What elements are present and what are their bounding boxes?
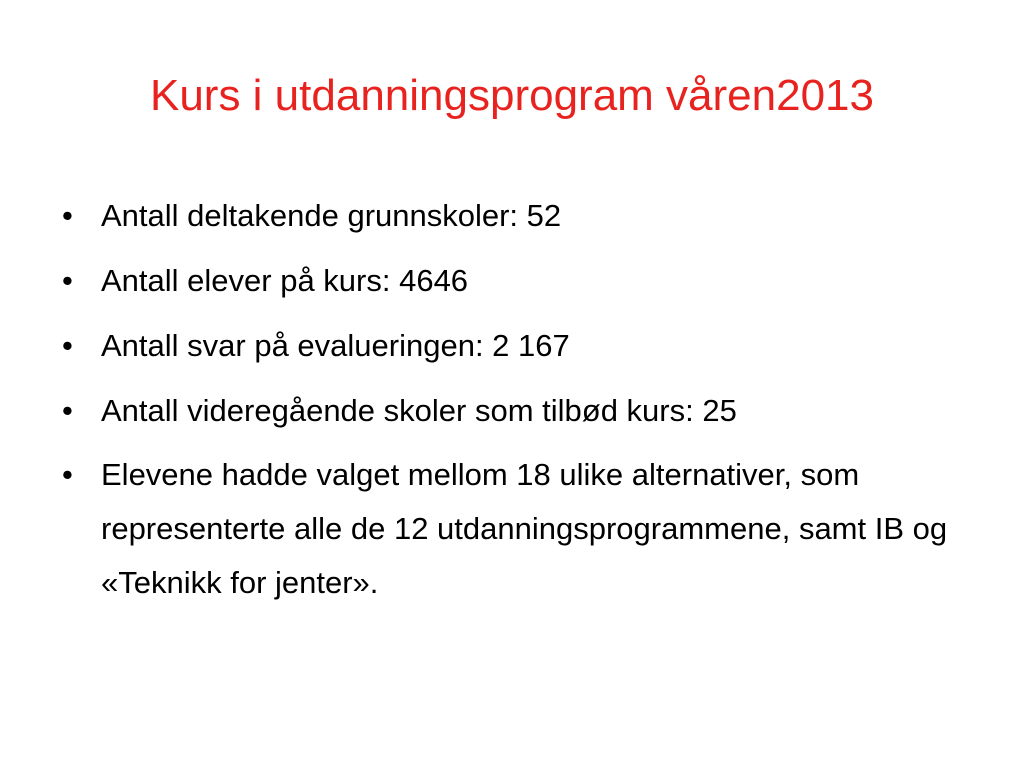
- bullet-icon: •: [62, 263, 73, 298]
- bullet-item-responses: [62, 318, 982, 373]
- bullet-text: Antall deltakende grunnskoler: 52: [101, 198, 562, 233]
- bullet-text: Antall elever på kurs: 4646: [101, 263, 469, 298]
- bullet-list: [62, 188, 982, 620]
- bullet-icon: •: [62, 198, 73, 233]
- slide-title: Kurs i utdanningsprogram våren2013: [149, 71, 874, 120]
- bullet-icon: •: [62, 393, 73, 428]
- bullet-icon: •: [62, 328, 73, 363]
- bullet-item-students: [62, 253, 982, 308]
- bullet-text: Elevene hadde valget mellom 18 ulike alternativer, som representerte alle de 12 utdanningsprogrammene, samt IB og «Teknikk for jenter».: [101, 457, 948, 600]
- bullet-item-alternatives: [62, 448, 982, 610]
- bullet-text: Antall videregående skoler som tilbød kurs: 25: [101, 393, 737, 428]
- bullet-icon: •: [62, 457, 73, 492]
- bullet-item-upper-secondary: [62, 383, 982, 438]
- bullet-item-schools: [62, 188, 982, 243]
- bullet-text: Antall svar på evalueringen: 2 167: [101, 328, 570, 363]
